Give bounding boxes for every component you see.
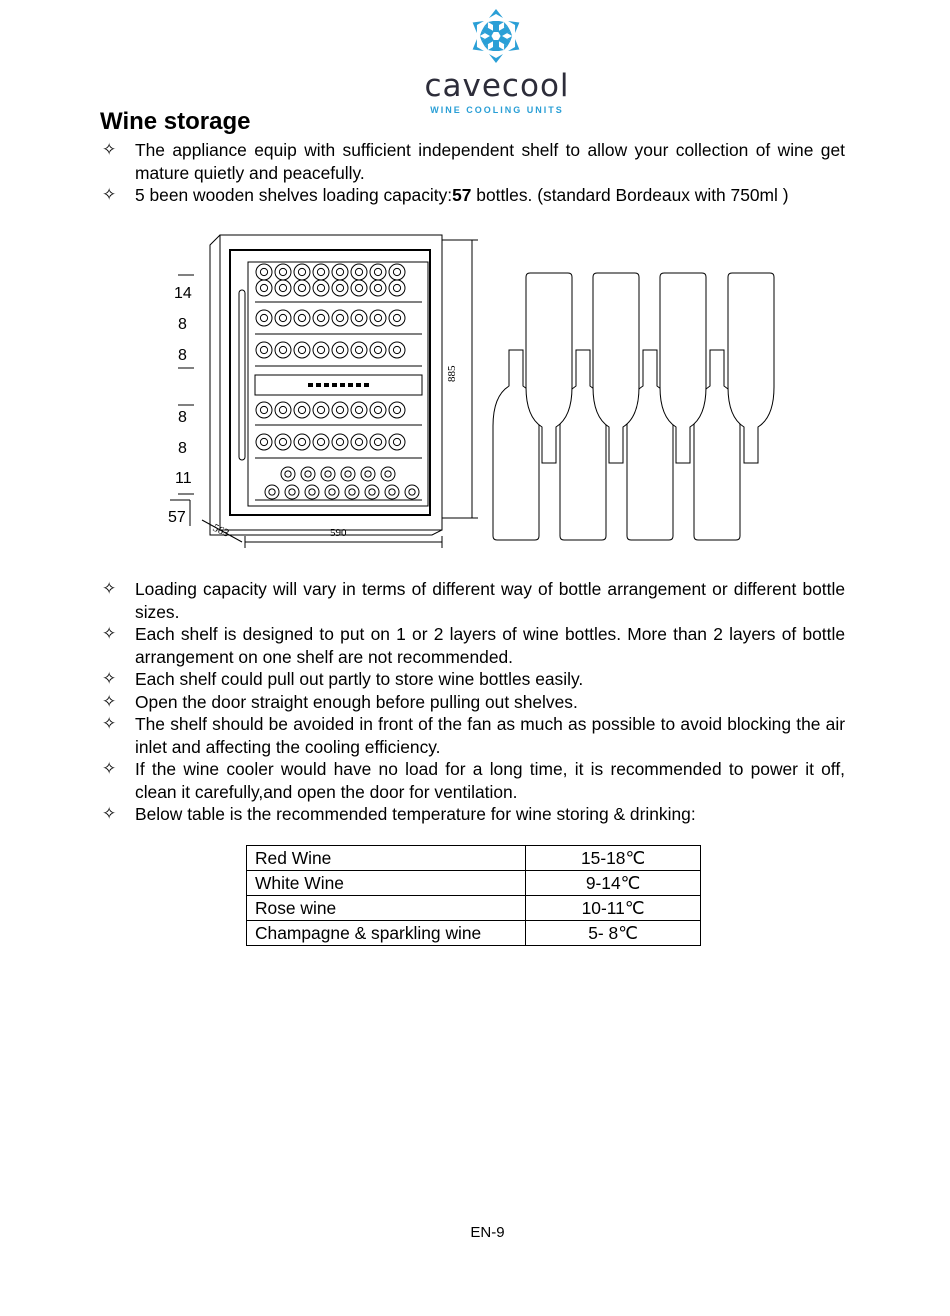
star-outline-icon: ✧ — [102, 804, 117, 823]
shelf-count: 8 — [178, 409, 187, 426]
shelf-count-column — [168, 275, 194, 526]
list-item — [100, 713, 845, 758]
depth-dimension: 563 — [210, 521, 231, 540]
section-heading: Wine storage — [100, 108, 251, 135]
temperature-cell: 15-18℃ — [526, 846, 701, 871]
temperature-cell: 5- 8℃ — [526, 921, 701, 946]
star-outline-icon: ✧ — [102, 185, 117, 204]
table-row — [247, 871, 701, 896]
bullet-text: The shelf should be avoided in front of the fan as much as possible to avoid blocking the air inlet and affecting the cooling efficiency. — [135, 714, 845, 757]
table-row — [247, 896, 701, 921]
snowflake-icon — [468, 8, 524, 64]
bullet-text: Loading capacity will vary in terms of different way of bottle arrangement or different bottle sizes. — [135, 579, 845, 622]
shelf-count: 8 — [178, 440, 187, 457]
brand-name: cavecool — [424, 68, 570, 104]
wine-type-cell: Red Wine — [247, 846, 526, 871]
bullet-text: If the wine cooler would have no load for a long time, it is recommended to power it off, clean it carefully,and open the door for ventilation. — [135, 759, 845, 802]
list-item — [100, 758, 845, 803]
brand-tagline: WINE COOLING UNITS — [430, 105, 564, 115]
list-item — [100, 623, 845, 668]
bottle-arrangement — [493, 273, 774, 540]
list-item — [100, 691, 845, 714]
temperature-table — [246, 845, 701, 946]
list-item — [100, 803, 845, 826]
wine-type-cell: White Wine — [247, 871, 526, 896]
cooler-drawing — [160, 230, 790, 550]
bullet-text: Each shelf is designed to put on 1 or 2 layers of wine bottles. More than 2 layers of bottle arrangement on one shelf are not recommended. — [135, 624, 845, 667]
temperature-cell: 10-11℃ — [526, 896, 701, 921]
bullet-list-top — [100, 139, 845, 207]
table-row — [247, 921, 701, 946]
cabinet — [210, 235, 442, 535]
page-number: EN-9 — [470, 1224, 505, 1241]
bullet-text-prefix: 5 been wooden shelves loading capacity: — [135, 185, 453, 205]
height-dimension: 885 — [446, 365, 458, 382]
bullet-text: Below table is the recommended temperature for wine storing & drinking: — [135, 804, 696, 824]
star-outline-icon: ✧ — [102, 140, 117, 159]
shelf-count: 8 — [178, 316, 187, 333]
star-outline-icon: ✧ — [102, 579, 117, 598]
bottle-capacity: 57 — [452, 185, 472, 205]
star-outline-icon: ✧ — [102, 624, 117, 643]
shelf-count: 8 — [178, 347, 187, 364]
star-outline-icon: ✧ — [102, 691, 117, 711]
table-row — [247, 846, 701, 871]
brand-logo — [390, 8, 604, 115]
star-outline-icon: ✧ — [102, 759, 117, 778]
shelf-count: 14 — [174, 285, 192, 302]
list-item — [100, 139, 845, 184]
bullet-list-bottom — [100, 578, 845, 826]
list-item — [100, 184, 845, 207]
list-item — [100, 668, 845, 691]
wine-type-cell: Champagne & sparkling wine — [247, 921, 526, 946]
temperature-cell: 9-14℃ — [526, 871, 701, 896]
bullet-text-suffix: bottles. (standard Bordeaux with 750ml ) — [471, 185, 789, 205]
width-dimension: 590 — [330, 527, 347, 539]
wine-type-cell: Rose wine — [247, 896, 526, 921]
bullet-text: Open the door straight enough before pulling out shelves. — [135, 691, 578, 712]
cooler-diagram — [160, 230, 790, 550]
bullet-text: Each shelf could pull out partly to store wine bottles easily. — [135, 669, 584, 689]
list-item — [100, 578, 845, 623]
shelf-total: 57 — [168, 509, 186, 526]
star-outline-icon: ✧ — [102, 714, 117, 733]
star-outline-icon: ✧ — [102, 669, 117, 688]
bullet-text: The appliance equip with sufficient independent shelf to allow your collection of wine get mature quietly and peacefully. — [135, 140, 845, 183]
shelf-count: 11 — [175, 470, 192, 487]
